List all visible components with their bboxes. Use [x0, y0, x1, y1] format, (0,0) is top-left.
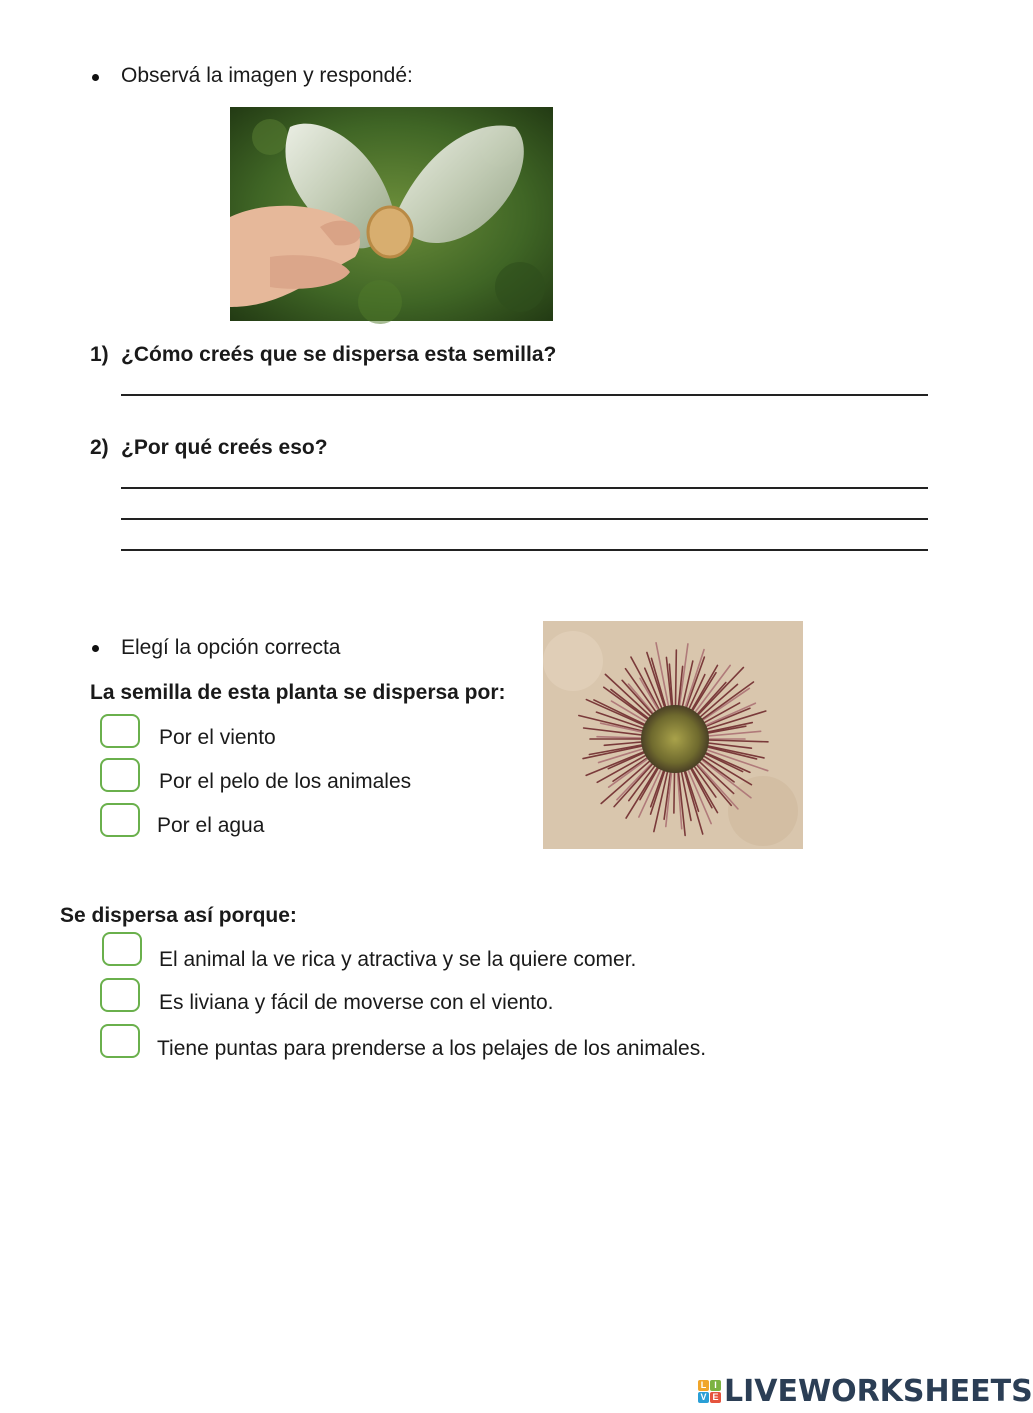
- option-wind-label: Por el viento: [159, 726, 276, 749]
- reason-eat-label: El animal la ve rica y atractiva y se la quiere comer.: [159, 948, 637, 971]
- question-2-number: 2): [90, 436, 109, 459]
- logo-tile-l: L: [698, 1380, 709, 1391]
- reason-spikes-label: Tiene puntas para prenderse a los pelajes de los animales.: [157, 1037, 707, 1060]
- winged-seed-image: [230, 107, 553, 321]
- answer-line-2b[interactable]: [121, 518, 928, 520]
- section-3-prompt: Se dispersa así porque:: [60, 904, 297, 927]
- spike-line: [675, 650, 676, 714]
- option-water-label: Por el agua: [157, 814, 265, 837]
- option-animal-fur-label: Por el pelo de los animales: [159, 770, 412, 793]
- checkbox-wind[interactable]: [100, 714, 140, 748]
- liveworksheets-logo: [698, 1380, 722, 1404]
- checkbox-animal-fur[interactable]: [100, 758, 140, 792]
- bullet-icon: [92, 74, 99, 81]
- logo-tile-e: E: [710, 1392, 721, 1403]
- question-2-text: ¿Por qué creés eso?: [121, 436, 328, 459]
- checkbox-water[interactable]: [100, 803, 140, 837]
- instruction-choose: Elegí la opción correcta: [121, 636, 341, 659]
- answer-line-1[interactable]: [121, 394, 928, 396]
- section-2-prompt: La semilla de esta planta se dispersa por:: [90, 681, 506, 704]
- brand-name: LIVEWORKSHEETS: [724, 1374, 1033, 1409]
- reason-light-label: Es liviana y fácil de moverse con el viento.: [159, 991, 554, 1014]
- spiky-seed-image: [543, 621, 803, 849]
- bullet-icon: [92, 645, 99, 652]
- checkbox-eat[interactable]: [102, 932, 142, 966]
- checkbox-spikes[interactable]: [100, 1024, 140, 1058]
- instruction-observe: Observá la imagen y respondé:: [121, 64, 413, 87]
- answer-line-2a[interactable]: [121, 487, 928, 489]
- logo-tile-v: V: [698, 1392, 709, 1403]
- logo-tile-i: I: [710, 1380, 721, 1391]
- question-1-text: ¿Cómo creés que se dispersa esta semilla?: [121, 343, 557, 366]
- question-1-number: 1): [90, 343, 109, 366]
- checkbox-light[interactable]: [100, 978, 140, 1012]
- answer-line-2c[interactable]: [121, 549, 928, 551]
